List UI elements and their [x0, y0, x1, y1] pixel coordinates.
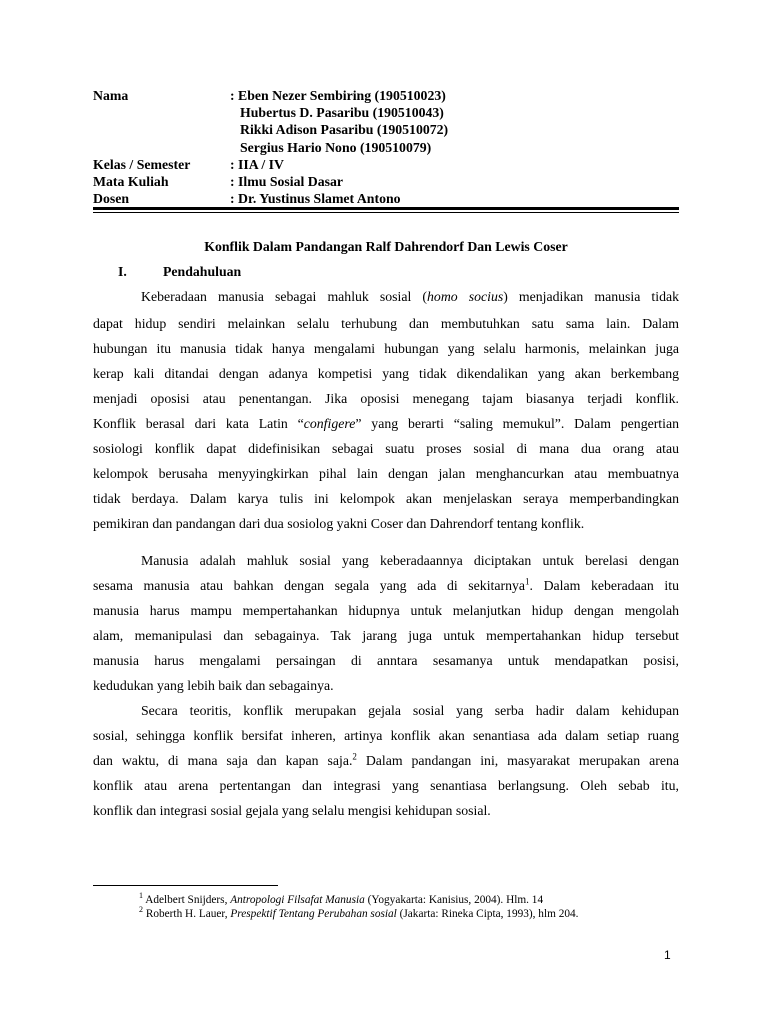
paragraph-2-line-4: alam, memanipulasi dan sebagainya. Tak jarang juga untuk mempertahankan hidup tersebut — [93, 628, 679, 643]
paragraph-3-line-4: konflik atau arena pertentangan dan integrasi yang senantiasa berlangsung. Oleh sebab itu, — [93, 778, 679, 793]
header-row-nama-2 — [93, 104, 683, 121]
paragraph-1-line-8: kelompok berusaha menyyingkirkan pihal lain dengan jalan menghancurkan atau membuatnya — [93, 466, 679, 481]
section-title: Pendahuluan — [163, 264, 242, 279]
label-dosen: Dosen — [93, 191, 130, 207]
paragraph-2-line-6: kedudukan yang lebih baik dan sebagainya. — [93, 678, 334, 693]
paragraph-3-line-2: sosial, sehingga konflik bersifat inheren, artinya konflik akan senantiasa ada dalam setiap ruang — [93, 728, 679, 743]
value-kelas: IIA / IV — [238, 156, 285, 172]
paragraph-2-line-5: manusia harus mengalami persaingan di anntara sesamanya untuk mendapatkan posisi, — [93, 653, 679, 668]
paragraph-2-line-1: Manusia adalah mahluk sosial yang keberadaannya diciptakan untuk berelasi dengan — [141, 553, 679, 568]
value-mata-kuliah: Ilmu Sosial Dasar — [238, 173, 344, 189]
value-nama-2: Hubertus D. Pasaribu (190510043) — [240, 105, 444, 121]
colon: : — [230, 173, 235, 189]
value-nama-4: Sergius Hario Nono (190510079) — [240, 139, 432, 155]
value-nama-1: Eben Nezer Sembiring (190510023) — [238, 88, 446, 103]
footnote-ref-1: 1 — [525, 576, 530, 587]
colon: : — [230, 191, 235, 207]
paragraph-3-line-3: dan waktu, di mana saja dan kapan saja.$^2$ Dalam pandangan ini, masyarakat merupakan arena — [93, 751, 679, 768]
paragraph-1-line-6: Konflik berasal dari kata Latin “configere” yang berarti “saling memukul”. Dalam pengertian — [93, 416, 679, 431]
value-nama-3: Rikki Adison Pasaribu (190510072) — [240, 122, 449, 138]
header-info — [93, 87, 683, 207]
paragraph-1-line-5: menjadi oposisi atau penentangan. Jika oposisi menegang tajam biasanya terjadi konflik. — [93, 391, 679, 406]
footnote-2: $^2$ Roberth H. Lauer, Prespektif Tentang Perubahan sosial (Jakarta: Rineka Cipta, 1993), hlm 204. — [139, 905, 579, 920]
paragraph-1-line-7: sosiologi konflik dapat didefinisikan sebagai suatu proses sosial di mana dua orang atau — [93, 441, 679, 456]
document-title: Konflik Dalam Pandangan Ralf Dahrendorf Dan Lewis Coser — [204, 239, 568, 254]
label-mata-kuliah: Mata Kuliah — [93, 173, 169, 189]
paragraph-1-line-2: dapat hidup sendiri melainkan selalu terhubung dan membutuhkan satu sama lain. Dalam — [93, 316, 679, 331]
footnote-1: $^1$ Adelbert Snijders, Antropologi Filsafat Manusia (Yogyakarta: Kanisius, 2004). Hlm. 14 — [139, 891, 544, 906]
paragraph-2-line-2: sesama manusia atau bahkan dengan segala yang ada di sekitarnya$^1$. Dalam keberadaan itu — [93, 576, 679, 593]
colon: : — [230, 156, 235, 172]
header-row-kelas — [93, 156, 683, 173]
paragraph-1-line-4: kerap kali ditandai dengan adanya kompetisi yang tidak dikendalikan yang akan berkembang — [93, 366, 679, 381]
paragraph-3-line-1: Secara teoritis, konflik merupakan gejala sosial yang serba hadir dalam kehidupan — [141, 703, 679, 718]
paragraph-3-line-5: konflik dan integrasi sosial gejala yang selalu mengisi kehidupan sosial. — [93, 803, 491, 818]
header-divider-thin — [93, 212, 679, 213]
value-dosen: Dr. Yustinus Slamet Antono — [238, 191, 401, 207]
paragraph-1-line-1: Keberadaan manusia sebagai mahluk sosial (homo socius) menjadikan manusia tidak — [141, 289, 680, 304]
footnote-ref-2: 2 — [352, 751, 357, 762]
section-number: I. — [118, 264, 127, 279]
header-row-mata-kuliah — [93, 173, 683, 190]
footnote-divider — [93, 885, 278, 886]
paragraph-2-line-3: manusia harus mampu mempertahankan hidupnya untuk melanjutkan hidup dengan mengolah — [93, 603, 679, 618]
colon: : — [230, 88, 235, 103]
header-row-nama-3 — [93, 121, 683, 138]
label-kelas: Kelas / Semester — [93, 156, 191, 172]
paragraph-1-line-10: pemikiran dan pandangan dari dua sosiolog yakni Coser dan Dahrendorf tentang konflik. — [93, 516, 585, 531]
header-row-nama-4 — [93, 139, 683, 156]
header-divider-thick — [93, 207, 679, 210]
header-row-dosen — [93, 190, 683, 207]
paragraph-1-line-3: hubungan itu manusia tidak hanya mengalami hubungan yang selalu harmonis, melainkan juga — [93, 341, 679, 356]
header-row-nama — [93, 87, 683, 104]
page-number: 1 — [664, 948, 671, 962]
paragraph-1-line-9: tidak berdaya. Dalam karya tulis ini kelompok akan menjelaskan seraya memperbandingkan — [93, 491, 679, 506]
label-nama: Nama — [93, 88, 129, 103]
